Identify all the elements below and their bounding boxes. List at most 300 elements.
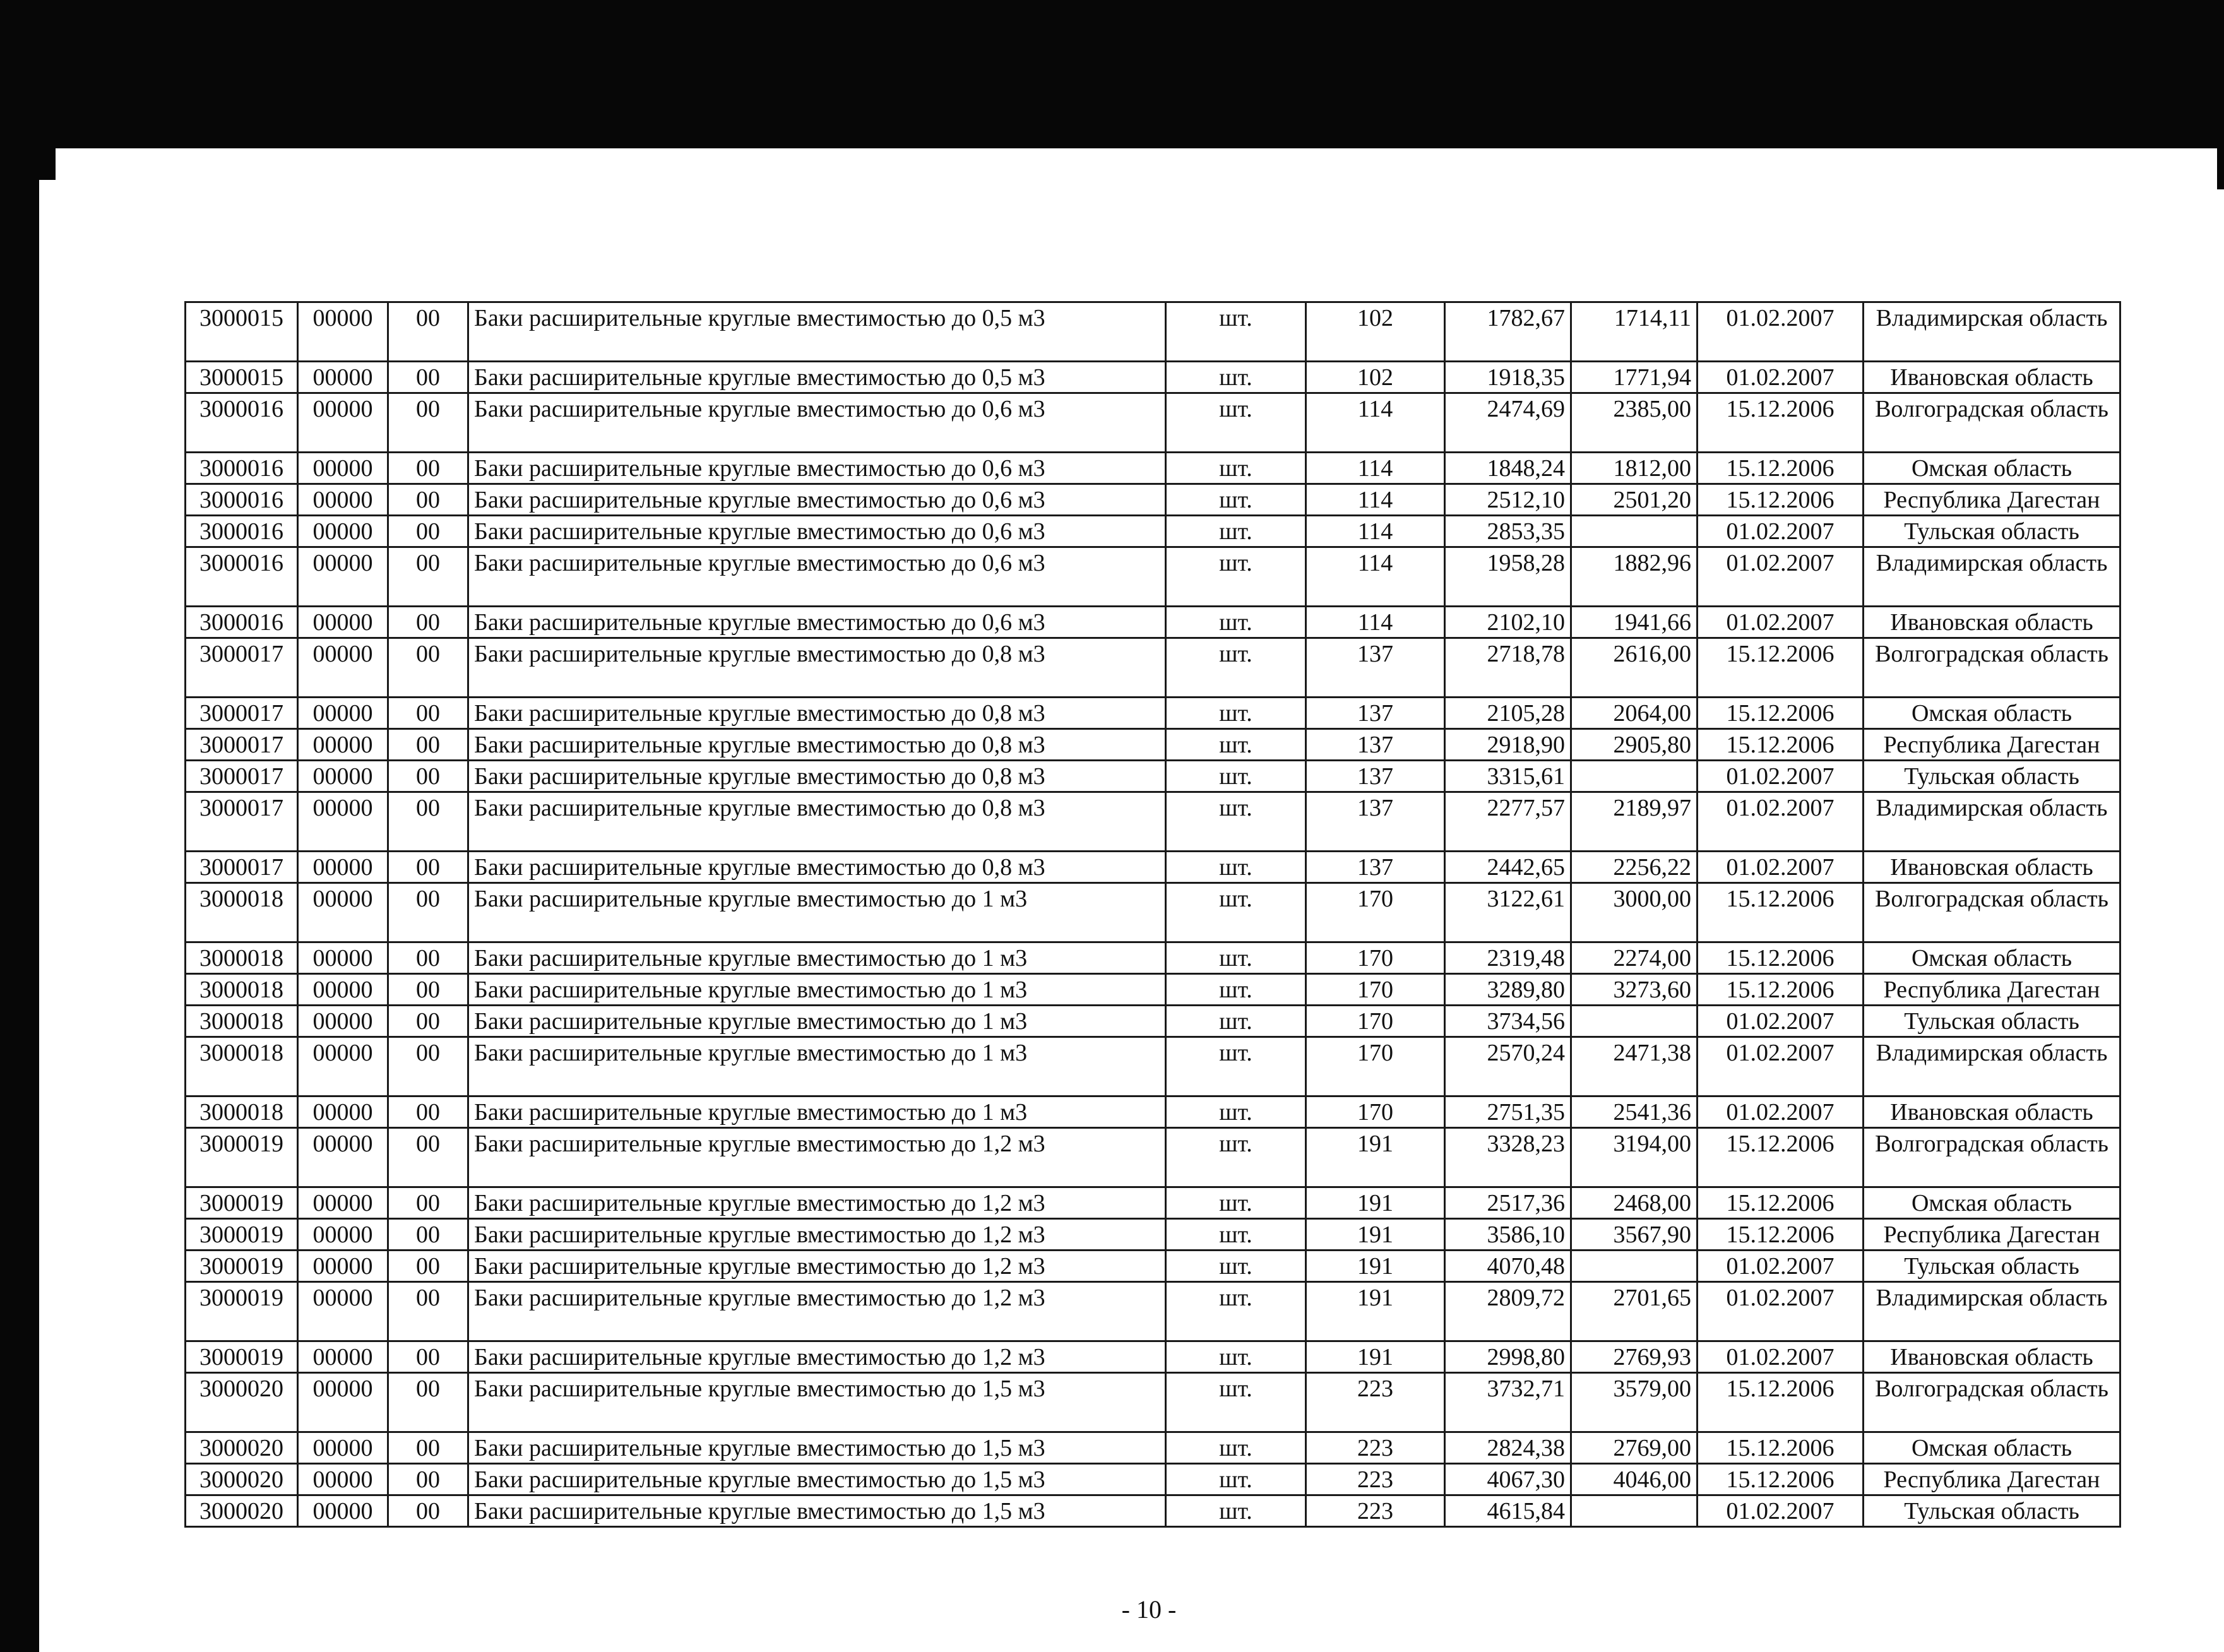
cell-quantity: 114 bbox=[1306, 516, 1445, 547]
cell-unit: шт. bbox=[1166, 607, 1306, 638]
cell-date: 01.02.2007 bbox=[1698, 1341, 1864, 1373]
cell-subcode: 00000 bbox=[298, 729, 388, 761]
cell-unit: шт. bbox=[1166, 1373, 1306, 1432]
cell-date: 15.12.2006 bbox=[1698, 883, 1864, 942]
cell-name: Баки расширительные круглые вместимостью до 1 м3 bbox=[468, 1006, 1166, 1037]
cell-date: 01.02.2007 bbox=[1698, 607, 1864, 638]
cell-region: Тульская область bbox=[1864, 1495, 2120, 1527]
cell-quantity: 170 bbox=[1306, 1037, 1445, 1096]
cell-price-2: 1771,94 bbox=[1571, 362, 1698, 393]
cell-code: 3000015 bbox=[186, 362, 298, 393]
cell-date: 15.12.2006 bbox=[1698, 698, 1864, 729]
cell-name: Баки расширительные круглые вместимостью до 0,6 м3 bbox=[468, 393, 1166, 453]
cell-date: 15.12.2006 bbox=[1698, 729, 1864, 761]
cell-code: 3000018 bbox=[186, 942, 298, 974]
cell-price-1: 2102,10 bbox=[1445, 607, 1571, 638]
cell-region: Волгоградская область bbox=[1864, 883, 2120, 942]
cell-name: Баки расширительные круглые вместимостью до 1 м3 bbox=[468, 942, 1166, 974]
cell-price-2: 1882,96 bbox=[1571, 547, 1698, 607]
cell-name: Баки расширительные круглые вместимостью до 1,5 м3 bbox=[468, 1373, 1166, 1432]
table-row bbox=[186, 1251, 2120, 1282]
scan-border-left bbox=[0, 148, 39, 1652]
cell-price-1: 2751,35 bbox=[1445, 1096, 1571, 1128]
cell-date: 15.12.2006 bbox=[1698, 453, 1864, 484]
cell-code: 3000016 bbox=[186, 607, 298, 638]
table-row bbox=[186, 1128, 2120, 1187]
cell-price-1: 2918,90 bbox=[1445, 729, 1571, 761]
cell-date: 15.12.2006 bbox=[1698, 942, 1864, 974]
cell-price-2 bbox=[1571, 761, 1698, 792]
table-row bbox=[186, 761, 2120, 792]
cell-code: 3000019 bbox=[186, 1251, 298, 1282]
cell-price-2: 4046,00 bbox=[1571, 1464, 1698, 1495]
cell-subcode: 00000 bbox=[298, 547, 388, 607]
cell-price-1: 3734,56 bbox=[1445, 1006, 1571, 1037]
cell-type: 00 bbox=[388, 792, 468, 852]
cell-name: Баки расширительные круглые вместимостью до 1 м3 bbox=[468, 1096, 1166, 1128]
table-row bbox=[186, 393, 2120, 453]
cell-price-1: 2998,80 bbox=[1445, 1341, 1571, 1373]
table-row bbox=[186, 1219, 2120, 1251]
cell-type: 00 bbox=[388, 1251, 468, 1282]
cell-unit: шт. bbox=[1166, 393, 1306, 453]
table-row bbox=[186, 1495, 2120, 1527]
cell-name: Баки расширительные круглые вместимостью до 1 м3 bbox=[468, 1037, 1166, 1096]
cell-date: 15.12.2006 bbox=[1698, 1128, 1864, 1187]
cell-price-2: 3567,90 bbox=[1571, 1219, 1698, 1251]
cell-region: Ивановская область bbox=[1864, 362, 2120, 393]
cell-quantity: 191 bbox=[1306, 1187, 1445, 1219]
scan-border-top bbox=[0, 0, 2224, 148]
scan-border-corner bbox=[39, 148, 56, 180]
cell-code: 3000019 bbox=[186, 1282, 298, 1341]
table-row bbox=[186, 792, 2120, 852]
cell-unit: шт. bbox=[1166, 516, 1306, 547]
cell-name: Баки расширительные круглые вместимостью до 0,6 м3 bbox=[468, 453, 1166, 484]
cell-quantity: 170 bbox=[1306, 1096, 1445, 1128]
cell-subcode: 00000 bbox=[298, 638, 388, 698]
cell-price-2 bbox=[1571, 1251, 1698, 1282]
cell-code: 3000018 bbox=[186, 1006, 298, 1037]
cell-date: 15.12.2006 bbox=[1698, 638, 1864, 698]
cell-code: 3000019 bbox=[186, 1128, 298, 1187]
cell-region: Волгоградская область bbox=[1864, 1128, 2120, 1187]
table-row bbox=[186, 1006, 2120, 1037]
cell-quantity: 223 bbox=[1306, 1432, 1445, 1464]
cell-type: 00 bbox=[388, 516, 468, 547]
cell-unit: шт. bbox=[1166, 484, 1306, 516]
cell-date: 01.02.2007 bbox=[1698, 1495, 1864, 1527]
cell-type: 00 bbox=[388, 393, 468, 453]
cell-region: Волгоградская область bbox=[1864, 1373, 2120, 1432]
cell-unit: шт. bbox=[1166, 942, 1306, 974]
cell-price-1: 2442,65 bbox=[1445, 852, 1571, 883]
cell-name: Баки расширительные круглые вместимостью до 1,5 м3 bbox=[468, 1432, 1166, 1464]
cell-price-2: 1941,66 bbox=[1571, 607, 1698, 638]
cell-price-1: 1848,24 bbox=[1445, 453, 1571, 484]
cell-subcode: 00000 bbox=[298, 393, 388, 453]
cell-price-2: 2769,00 bbox=[1571, 1432, 1698, 1464]
cell-quantity: 102 bbox=[1306, 362, 1445, 393]
cell-name: Баки расширительные круглые вместимостью до 0,8 м3 bbox=[468, 698, 1166, 729]
cell-price-2 bbox=[1571, 516, 1698, 547]
cell-region: Владимирская область bbox=[1864, 1037, 2120, 1096]
cell-code: 3000017 bbox=[186, 729, 298, 761]
cell-code: 3000016 bbox=[186, 393, 298, 453]
cell-code: 3000018 bbox=[186, 1096, 298, 1128]
cell-region: Волгоградская область bbox=[1864, 393, 2120, 453]
cell-type: 00 bbox=[388, 607, 468, 638]
cell-price-1: 3732,71 bbox=[1445, 1373, 1571, 1432]
cell-price-2: 2905,80 bbox=[1571, 729, 1698, 761]
cell-unit: шт. bbox=[1166, 974, 1306, 1006]
cell-region: Владимирская область bbox=[1864, 1282, 2120, 1341]
cell-name: Баки расширительные круглые вместимостью до 0,5 м3 bbox=[468, 302, 1166, 362]
cell-price-1: 3586,10 bbox=[1445, 1219, 1571, 1251]
cell-code: 3000020 bbox=[186, 1495, 298, 1527]
cell-name: Баки расширительные круглые вместимостью до 0,5 м3 bbox=[468, 362, 1166, 393]
cell-name: Баки расширительные круглые вместимостью до 0,6 м3 bbox=[468, 607, 1166, 638]
cell-name: Баки расширительные круглые вместимостью до 1,2 м3 bbox=[468, 1128, 1166, 1187]
cell-quantity: 137 bbox=[1306, 698, 1445, 729]
cell-price-1: 3315,61 bbox=[1445, 761, 1571, 792]
table-row bbox=[186, 638, 2120, 698]
cell-quantity: 223 bbox=[1306, 1495, 1445, 1527]
cell-region: Омская область bbox=[1864, 1187, 2120, 1219]
cell-region: Ивановская область bbox=[1864, 852, 2120, 883]
cell-code: 3000019 bbox=[186, 1219, 298, 1251]
cell-subcode: 00000 bbox=[298, 1187, 388, 1219]
cell-quantity: 191 bbox=[1306, 1219, 1445, 1251]
cell-unit: шт. bbox=[1166, 1096, 1306, 1128]
cell-date: 01.02.2007 bbox=[1698, 547, 1864, 607]
cell-name: Баки расширительные круглые вместимостью до 1,2 м3 bbox=[468, 1282, 1166, 1341]
table-row bbox=[186, 607, 2120, 638]
cell-subcode: 00000 bbox=[298, 974, 388, 1006]
cell-date: 01.02.2007 bbox=[1698, 1282, 1864, 1341]
cell-price-2 bbox=[1571, 1495, 1698, 1527]
cell-unit: шт. bbox=[1166, 302, 1306, 362]
cell-type: 00 bbox=[388, 1432, 468, 1464]
table-row bbox=[186, 1464, 2120, 1495]
cell-quantity: 191 bbox=[1306, 1128, 1445, 1187]
cell-date: 01.02.2007 bbox=[1698, 1096, 1864, 1128]
cell-price-1: 4067,30 bbox=[1445, 1464, 1571, 1495]
cell-price-2: 2501,20 bbox=[1571, 484, 1698, 516]
cell-region: Омская область bbox=[1864, 942, 2120, 974]
cell-code: 3000020 bbox=[186, 1432, 298, 1464]
cell-code: 3000016 bbox=[186, 516, 298, 547]
cell-quantity: 170 bbox=[1306, 883, 1445, 942]
cell-code: 3000017 bbox=[186, 638, 298, 698]
cell-quantity: 114 bbox=[1306, 547, 1445, 607]
cell-code: 3000016 bbox=[186, 547, 298, 607]
cell-price-1: 2512,10 bbox=[1445, 484, 1571, 516]
cell-unit: шт. bbox=[1166, 698, 1306, 729]
cell-price-2: 2471,38 bbox=[1571, 1037, 1698, 1096]
table-row bbox=[186, 852, 2120, 883]
cell-subcode: 00000 bbox=[298, 607, 388, 638]
cell-price-2: 2256,22 bbox=[1571, 852, 1698, 883]
cell-quantity: 114 bbox=[1306, 607, 1445, 638]
cell-subcode: 00000 bbox=[298, 852, 388, 883]
cell-region: Омская область bbox=[1864, 1432, 2120, 1464]
cell-unit: шт. bbox=[1166, 1037, 1306, 1096]
cell-price-1: 1918,35 bbox=[1445, 362, 1571, 393]
price-table bbox=[184, 301, 2121, 1528]
cell-date: 15.12.2006 bbox=[1698, 1373, 1864, 1432]
cell-type: 00 bbox=[388, 1219, 468, 1251]
cell-price-1: 2277,57 bbox=[1445, 792, 1571, 852]
cell-code: 3000019 bbox=[186, 1187, 298, 1219]
cell-code: 3000020 bbox=[186, 1373, 298, 1432]
cell-type: 00 bbox=[388, 1373, 468, 1432]
cell-name: Баки расширительные круглые вместимостью до 0,6 м3 bbox=[468, 484, 1166, 516]
cell-date: 01.02.2007 bbox=[1698, 761, 1864, 792]
cell-unit: шт. bbox=[1166, 1187, 1306, 1219]
cell-quantity: 191 bbox=[1306, 1341, 1445, 1373]
table-row bbox=[186, 1282, 2120, 1341]
cell-region: Республика Дагестан bbox=[1864, 1219, 2120, 1251]
cell-price-1: 1782,67 bbox=[1445, 302, 1571, 362]
cell-region: Тульская область bbox=[1864, 1251, 2120, 1282]
cell-subcode: 00000 bbox=[298, 792, 388, 852]
cell-subcode: 00000 bbox=[298, 761, 388, 792]
table-row bbox=[186, 516, 2120, 547]
cell-name: Баки расширительные круглые вместимостью до 1,5 м3 bbox=[468, 1495, 1166, 1527]
cell-name: Баки расширительные круглые вместимостью до 0,6 м3 bbox=[468, 547, 1166, 607]
cell-price-2: 2769,93 bbox=[1571, 1341, 1698, 1373]
cell-price-1: 4615,84 bbox=[1445, 1495, 1571, 1527]
cell-type: 00 bbox=[388, 1495, 468, 1527]
cell-price-1: 2824,38 bbox=[1445, 1432, 1571, 1464]
cell-name: Баки расширительные круглые вместимостью до 1,2 м3 bbox=[468, 1251, 1166, 1282]
cell-region: Омская область bbox=[1864, 453, 2120, 484]
cell-quantity: 137 bbox=[1306, 852, 1445, 883]
cell-quantity: 114 bbox=[1306, 393, 1445, 453]
cell-type: 00 bbox=[388, 883, 468, 942]
cell-subcode: 00000 bbox=[298, 1037, 388, 1096]
cell-unit: шт. bbox=[1166, 453, 1306, 484]
cell-unit: шт. bbox=[1166, 1128, 1306, 1187]
cell-price-2: 3273,60 bbox=[1571, 974, 1698, 1006]
cell-type: 00 bbox=[388, 638, 468, 698]
cell-unit: шт. bbox=[1166, 852, 1306, 883]
cell-name: Баки расширительные круглые вместимостью до 1,2 м3 bbox=[468, 1187, 1166, 1219]
cell-region: Республика Дагестан bbox=[1864, 1464, 2120, 1495]
cell-name: Баки расширительные круглые вместимостью до 0,8 м3 bbox=[468, 792, 1166, 852]
cell-date: 15.12.2006 bbox=[1698, 1219, 1864, 1251]
cell-price-2: 2541,36 bbox=[1571, 1096, 1698, 1128]
cell-price-1: 2853,35 bbox=[1445, 516, 1571, 547]
cell-name: Баки расширительные круглые вместимостью до 0,8 м3 bbox=[468, 638, 1166, 698]
cell-date: 01.02.2007 bbox=[1698, 516, 1864, 547]
cell-code: 3000017 bbox=[186, 792, 298, 852]
cell-price-2: 3579,00 bbox=[1571, 1373, 1698, 1432]
cell-price-1: 2474,69 bbox=[1445, 393, 1571, 453]
table-row bbox=[186, 453, 2120, 484]
cell-unit: шт. bbox=[1166, 1495, 1306, 1527]
cell-code: 3000017 bbox=[186, 698, 298, 729]
cell-quantity: 137 bbox=[1306, 761, 1445, 792]
table-row bbox=[186, 484, 2120, 516]
cell-subcode: 00000 bbox=[298, 1006, 388, 1037]
cell-unit: шт. bbox=[1166, 362, 1306, 393]
cell-region: Владимирская область bbox=[1864, 792, 2120, 852]
cell-subcode: 00000 bbox=[298, 453, 388, 484]
cell-region: Ивановская область bbox=[1864, 1341, 2120, 1373]
cell-date: 15.12.2006 bbox=[1698, 1464, 1864, 1495]
cell-unit: шт. bbox=[1166, 1464, 1306, 1495]
cell-subcode: 00000 bbox=[298, 698, 388, 729]
cell-name: Баки расширительные круглые вместимостью до 1 м3 bbox=[468, 883, 1166, 942]
cell-name: Баки расширительные круглые вместимостью до 0,8 м3 bbox=[468, 852, 1166, 883]
cell-price-1: 2319,48 bbox=[1445, 942, 1571, 974]
table-row bbox=[186, 974, 2120, 1006]
cell-price-1: 2517,36 bbox=[1445, 1187, 1571, 1219]
cell-price-1: 2718,78 bbox=[1445, 638, 1571, 698]
cell-price-1: 3122,61 bbox=[1445, 883, 1571, 942]
cell-unit: шт. bbox=[1166, 547, 1306, 607]
cell-price-1: 2570,24 bbox=[1445, 1037, 1571, 1096]
cell-type: 00 bbox=[388, 729, 468, 761]
cell-region: Тульская область bbox=[1864, 761, 2120, 792]
cell-price-2: 2064,00 bbox=[1571, 698, 1698, 729]
cell-subcode: 00000 bbox=[298, 942, 388, 974]
cell-subcode: 00000 bbox=[298, 1373, 388, 1432]
cell-name: Баки расширительные круглые вместимостью до 0,6 м3 bbox=[468, 516, 1166, 547]
table-row bbox=[186, 883, 2120, 942]
table-row bbox=[186, 942, 2120, 974]
cell-price-2: 2616,00 bbox=[1571, 638, 1698, 698]
cell-region: Республика Дагестан bbox=[1864, 974, 2120, 1006]
table-row bbox=[186, 698, 2120, 729]
cell-region: Омская область bbox=[1864, 698, 2120, 729]
cell-region: Ивановская область bbox=[1864, 607, 2120, 638]
cell-type: 00 bbox=[388, 362, 468, 393]
cell-price-1: 3289,80 bbox=[1445, 974, 1571, 1006]
cell-quantity: 137 bbox=[1306, 792, 1445, 852]
cell-subcode: 00000 bbox=[298, 302, 388, 362]
cell-type: 00 bbox=[388, 547, 468, 607]
cell-unit: шт. bbox=[1166, 729, 1306, 761]
cell-price-1: 2809,72 bbox=[1445, 1282, 1571, 1341]
table-row bbox=[186, 1341, 2120, 1373]
cell-quantity: 137 bbox=[1306, 638, 1445, 698]
cell-quantity: 114 bbox=[1306, 484, 1445, 516]
cell-date: 01.02.2007 bbox=[1698, 1251, 1864, 1282]
cell-type: 00 bbox=[388, 484, 468, 516]
cell-type: 00 bbox=[388, 852, 468, 883]
cell-region: Тульская область bbox=[1864, 1006, 2120, 1037]
table-body bbox=[186, 302, 2120, 1527]
table-row bbox=[186, 547, 2120, 607]
cell-date: 01.02.2007 bbox=[1698, 792, 1864, 852]
cell-type: 00 bbox=[388, 453, 468, 484]
cell-type: 00 bbox=[388, 1187, 468, 1219]
cell-type: 00 bbox=[388, 1006, 468, 1037]
cell-price-2: 2468,00 bbox=[1571, 1187, 1698, 1219]
cell-type: 00 bbox=[388, 1037, 468, 1096]
table-row bbox=[186, 1432, 2120, 1464]
cell-name: Баки расширительные круглые вместимостью до 1,5 м3 bbox=[468, 1464, 1166, 1495]
cell-type: 00 bbox=[388, 1341, 468, 1373]
cell-name: Баки расширительные круглые вместимостью до 1,2 м3 bbox=[468, 1341, 1166, 1373]
cell-subcode: 00000 bbox=[298, 1495, 388, 1527]
table-row bbox=[186, 302, 2120, 362]
table-row bbox=[186, 1037, 2120, 1096]
cell-code: 3000016 bbox=[186, 484, 298, 516]
cell-date: 01.02.2007 bbox=[1698, 852, 1864, 883]
cell-date: 01.02.2007 bbox=[1698, 1037, 1864, 1096]
page-number: - 10 - bbox=[1121, 1595, 1177, 1624]
cell-unit: шт. bbox=[1166, 761, 1306, 792]
cell-subcode: 00000 bbox=[298, 1096, 388, 1128]
cell-date: 01.02.2007 bbox=[1698, 302, 1864, 362]
cell-name: Баки расширительные круглые вместимостью до 0,8 м3 bbox=[468, 729, 1166, 761]
cell-price-2: 3194,00 bbox=[1571, 1128, 1698, 1187]
cell-quantity: 114 bbox=[1306, 453, 1445, 484]
cell-quantity: 102 bbox=[1306, 302, 1445, 362]
cell-subcode: 00000 bbox=[298, 1282, 388, 1341]
cell-price-2: 2274,00 bbox=[1571, 942, 1698, 974]
cell-region: Ивановская область bbox=[1864, 1096, 2120, 1128]
cell-subcode: 00000 bbox=[298, 1432, 388, 1464]
cell-code: 3000018 bbox=[186, 883, 298, 942]
cell-unit: шт. bbox=[1166, 1432, 1306, 1464]
cell-subcode: 00000 bbox=[298, 516, 388, 547]
cell-region: Республика Дагестан bbox=[1864, 484, 2120, 516]
cell-date: 15.12.2006 bbox=[1698, 1432, 1864, 1464]
cell-price-2: 3000,00 bbox=[1571, 883, 1698, 942]
cell-name: Баки расширительные круглые вместимостью до 0,8 м3 bbox=[468, 761, 1166, 792]
cell-price-2: 2189,97 bbox=[1571, 792, 1698, 852]
cell-type: 00 bbox=[388, 1464, 468, 1495]
cell-type: 00 bbox=[388, 974, 468, 1006]
cell-quantity: 191 bbox=[1306, 1282, 1445, 1341]
cell-type: 00 bbox=[388, 1282, 468, 1341]
cell-code: 3000016 bbox=[186, 453, 298, 484]
table-row bbox=[186, 1096, 2120, 1128]
cell-type: 00 bbox=[388, 302, 468, 362]
cell-date: 15.12.2006 bbox=[1698, 974, 1864, 1006]
cell-date: 15.12.2006 bbox=[1698, 484, 1864, 516]
cell-date: 01.02.2007 bbox=[1698, 1006, 1864, 1037]
table-row bbox=[186, 362, 2120, 393]
cell-unit: шт. bbox=[1166, 883, 1306, 942]
cell-quantity: 223 bbox=[1306, 1373, 1445, 1432]
cell-price-2 bbox=[1571, 1006, 1698, 1037]
cell-quantity: 170 bbox=[1306, 942, 1445, 974]
cell-type: 00 bbox=[388, 1128, 468, 1187]
cell-price-1: 3328,23 bbox=[1445, 1128, 1571, 1187]
cell-quantity: 137 bbox=[1306, 729, 1445, 761]
cell-unit: шт. bbox=[1166, 1282, 1306, 1341]
table-row bbox=[186, 729, 2120, 761]
cell-type: 00 bbox=[388, 761, 468, 792]
cell-region: Волгоградская область bbox=[1864, 638, 2120, 698]
cell-region: Республика Дагестан bbox=[1864, 729, 2120, 761]
cell-price-1: 4070,48 bbox=[1445, 1251, 1571, 1282]
cell-price-1: 1958,28 bbox=[1445, 547, 1571, 607]
cell-code: 3000018 bbox=[186, 1037, 298, 1096]
cell-code: 3000015 bbox=[186, 302, 298, 362]
cell-subcode: 00000 bbox=[298, 362, 388, 393]
cell-type: 00 bbox=[388, 1096, 468, 1128]
cell-subcode: 00000 bbox=[298, 883, 388, 942]
cell-price-2: 2701,65 bbox=[1571, 1282, 1698, 1341]
cell-price-2: 1812,00 bbox=[1571, 453, 1698, 484]
